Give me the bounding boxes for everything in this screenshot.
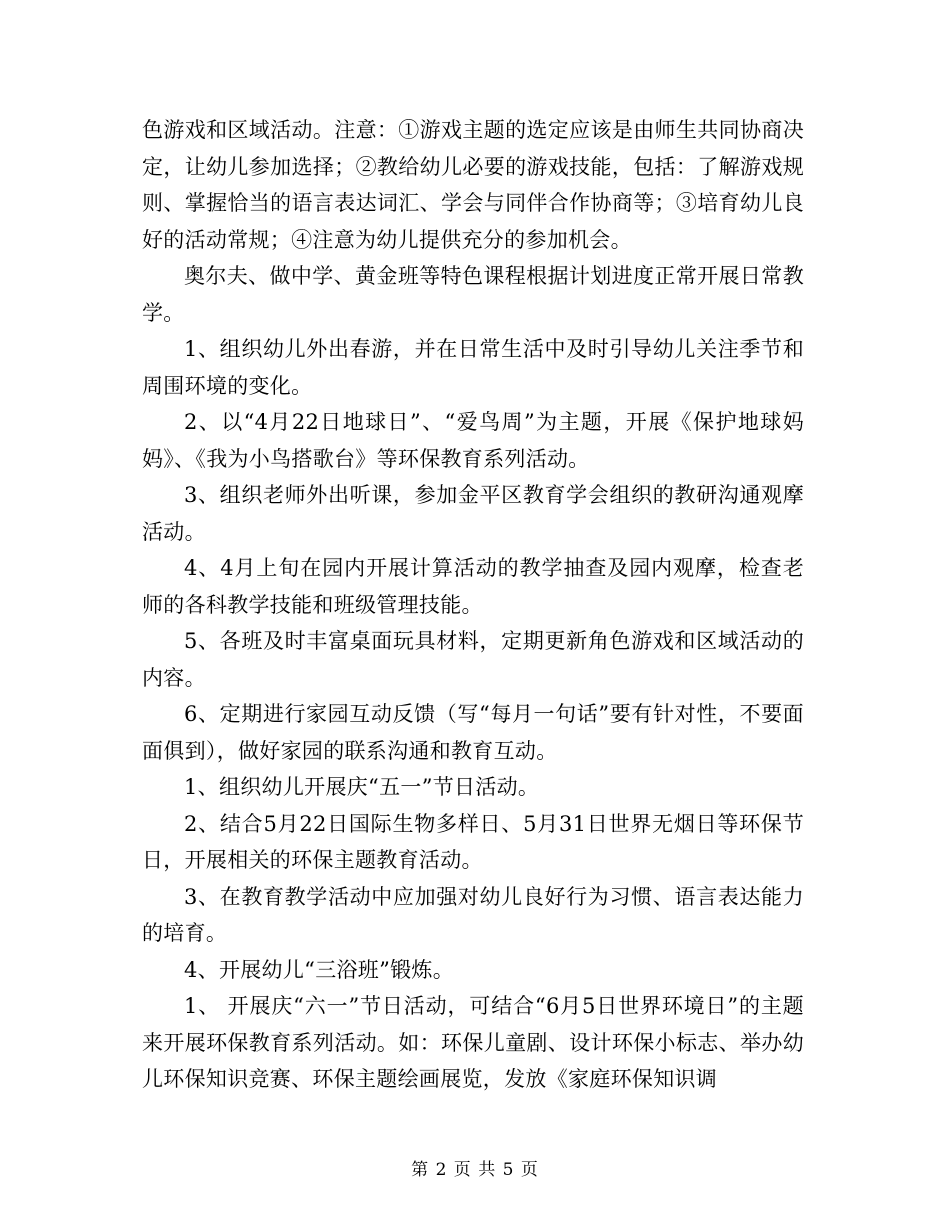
paragraph: 4、4月上旬在园内开展计算活动的教学抽查及园内观摩，检查老师的各科教学技能和班级管理技能。: [142, 556, 804, 617]
paragraph: 4、开展幼儿“三浴班”锻炼。: [184, 957, 455, 982]
paragraph: 1、组织幼儿开展庆“五一”节日活动。: [184, 775, 540, 799]
paragraph: 奥尔夫、做中学、黄金班等特色课程根据计划进度正常开展日常教学。: [142, 264, 804, 325]
paragraph: 6、定期进行家园互动反馈（写“每月一句话”要有针对性，不要面面俱到），做好家园的联系沟通和教育互动。: [142, 702, 804, 763]
document-body: [142, 112, 804, 1098]
page-number-footer: 第 2 页 共 5 页: [411, 1160, 539, 1180]
paragraph: 1、 开展庆“六一”节日活动，可结合“6月5日世界环境日”的主题来开展环保教育系列活动。如：环保儿童剧、设计环保小标志、举办幼儿环保知识竞赛、环保主题绘画展览，发放《家庭环保知识调: [142, 994, 804, 1091]
paragraph: 色游戏和区域活动。注意：①游戏主题的选定应该是由师生共同协商决定，让幼儿参加选择；②教给幼儿必要的游戏技能，包括：了解游戏规则、掌握恰当的语言表达词汇、学会与同伴合作协商等；③培育幼儿良好的活动常规；④注意为幼儿提供充分的参加机会。: [142, 118, 804, 252]
paragraph: 1、组织幼儿外出春游，并在日常生活中及时引导幼儿关注季节和周围环境的变化。: [142, 337, 804, 398]
paragraph: 3、组织老师外出听课，参加金平区教育学会组织的教研沟通观摩活动。: [142, 483, 804, 544]
paragraph: 2、结合5月22日国际生物多样日、5月31日世界无烟日等环保节日，开展相关的环保主题教育活动。: [142, 811, 804, 872]
paragraph: 5、各班及时丰富桌面玩具材料，定期更新角色游戏和区域活动的内容。: [142, 629, 804, 690]
paragraph: 2、以“4月22日地球日”、“爱鸟周”为主题，开展《保护地球妈妈》、《我为小鸟搭歌台》等环保教育系列活动。: [142, 410, 804, 471]
paragraph: 3、在教育教学活动中应加强对幼儿良好行为习惯、语言表达能力的培育。: [142, 884, 804, 945]
